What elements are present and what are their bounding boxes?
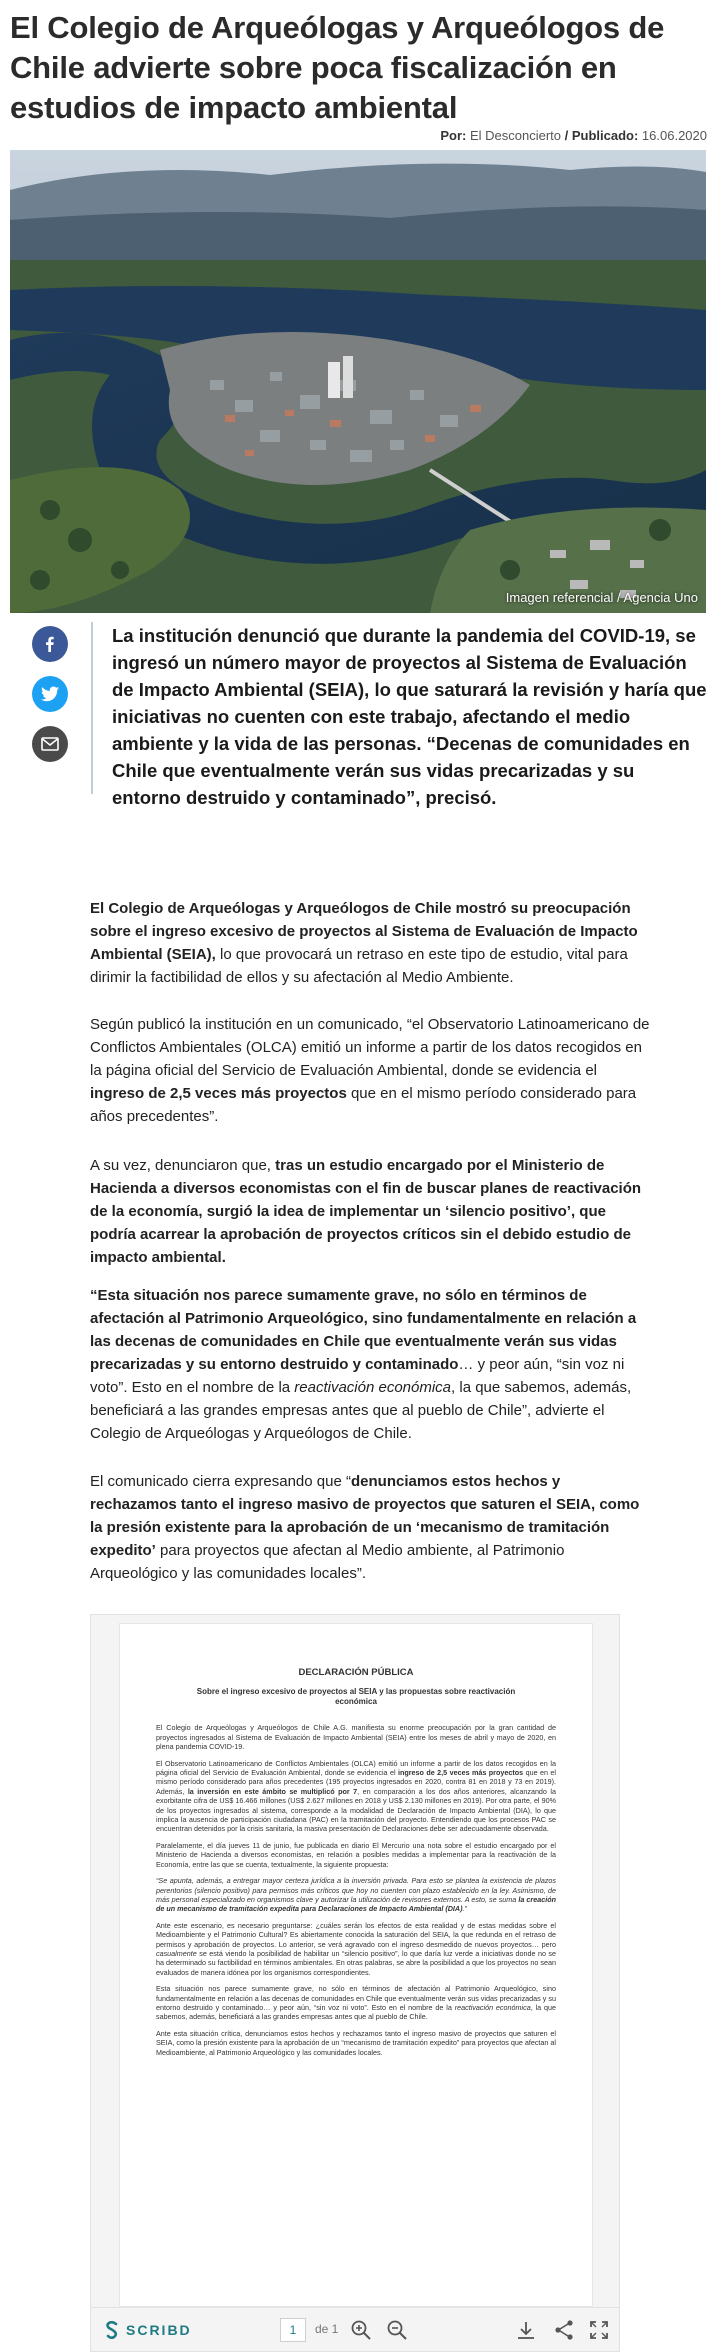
document-paragraph-2-text-b: que en el mismo período considerado para años precedentes (195 proyectos ingresados en 2020, contra 81 en 2018 y 73 en 2019). Además, xyxy=(156,1768,556,1796)
share-twitter-button[interactable] xyxy=(32,676,68,712)
document-paragraph-4 xyxy=(156,1876,556,1914)
page-number-input[interactable]: 1 xyxy=(280,2318,306,2342)
paragraph-5 xyxy=(90,1470,650,1585)
paragraph-2-text-b: que en el mismo período considerado para años precedentes”. xyxy=(90,1085,637,1125)
image-caption: Imagen referencial / Agencia Uno xyxy=(505,590,698,605)
paragraph-1-text: lo que provocará un retraso en este tipo de estudio, vital para dirimir la factibilidad de ellos y su afectación al Medio Ambiente. xyxy=(90,946,628,986)
document-paragraph-2-bold: ingreso de 2,5 veces más proyectos xyxy=(397,1768,524,1778)
paragraph-5-text-b: para proyectos que afectan al Medio ambiente, al Patrimonio Arqueológico y las comunidades locales”. xyxy=(90,1542,565,1582)
document-paragraph-5-italic: casualmente xyxy=(156,1948,197,1958)
hero-image xyxy=(10,150,706,613)
document-paragraph-5-text-b: se está viendo la posibilidad de habilitar un “silencio positivo”, lo que daría luz verde a iniciativas donde no se ha determinado su factibilidad en términos ambientales. En otras palabras, se abre la posibilidad a que los proyectos no sean evaluados de manera idónea por los organismos correspondientes. xyxy=(156,1948,556,1977)
paragraph-4-bold: “Esta situación nos parece sumamente grave, no sólo en términos de afectación al Patrimonio Arqueológico, sino fundamentalmente en relación a las decenas de comunidades en Chile que eventualmente verán sus vidas precarizadas y su entorno destruido y contaminado xyxy=(90,1287,637,1373)
document-paragraph-6-text-b: , la que sabemos, además, beneficiará a las grandes empresas antes que al pueblo de Chile. xyxy=(156,2002,557,2022)
document-paragraph-2-text-a: El Observatorio Latinoamericano de Conflictos Ambientales (OLCA) emitió un informe a partir de los datos recogidos en la página oficial del Servicio de Evaluación Ambiental, donde se evidencia el xyxy=(156,1758,556,1778)
scribd-brand: SCRIBD xyxy=(126,2322,192,2338)
email-icon xyxy=(41,737,59,751)
paragraph-4-italic: reactivación económica xyxy=(294,1379,452,1396)
paragraph-2-text-a: Según publicó la institución en un comunicado, “el Observatorio Latinoamericano de Conflictos Ambientales (OLCA) emitió un informe a partir de los datos recogidos en la página oficial del Servicio de Evaluación Ambiental, donde se evidencia el xyxy=(90,1016,650,1079)
fullscreen-icon[interactable] xyxy=(588,2319,610,2341)
scribd-logo[interactable] xyxy=(105,2321,192,2339)
facebook-icon xyxy=(42,636,58,652)
document-paragraph-6 xyxy=(156,1984,556,2022)
paragraph-4-text-b: , la que sabemos, además, beneficiará a las grandes empresas antes que al pueblo de Chile”, advierte el Colegio de Arqueólogas y Arqueólogos de Chile. xyxy=(90,1379,632,1442)
paragraph-1 xyxy=(90,897,650,989)
document-paragraph-5-text-a: Ante este escenario, es necesario preguntarse: ¿cuáles serán los efectos de esta realidad y de estas medidas sobre el Medioambiente y el Patrimonio Cultural? Es abiertamente conocida la saturación del SEIA, la que redunda en el retraso de permisos y aprobación de proyectos. Lo anterior, se verá agravado con el ingreso desmedido de nuevos proyectos… pero xyxy=(156,1920,556,1949)
zoom-in-icon[interactable] xyxy=(350,2319,372,2341)
twitter-icon xyxy=(41,686,59,702)
share-icon[interactable] xyxy=(553,2319,575,2341)
byline-date: 16.06.2020 xyxy=(641,128,707,143)
share-email-button[interactable] xyxy=(32,726,68,762)
article-lead: La institución denunció que durante la pandemia del COVID-19, se ingresó un número mayor de proyectos al Sistema de Evaluación de Impacto Ambiental (SEIA), lo que saturará la revisión y haría que iniciativas no cuenten con este trabajo, afectando el medio ambiente y la vida de las personas. “Decenas de comunidades en Chile que eventualmente verán sus vidas precarizadas y su entorno destruido y contaminado”, precisó. xyxy=(112,625,707,808)
document-paragraph-6-italic: reactivación económica xyxy=(454,2002,531,2012)
paragraph-1-bold: El Colegio de Arqueólogas y Arqueólogos de Chile mostró su preocupación sobre el ingreso excesivo de proyectos al Sistema de Evaluación de Impacto Ambiental (SEIA), xyxy=(90,900,638,963)
document-title: DECLARACIÓN PÚBLICA xyxy=(298,1667,414,1678)
paragraph-2-bold: ingreso de 2,5 veces más proyectos xyxy=(90,1085,347,1102)
article-title: El Colegio de Arqueólogas y Arqueólogos de Chile advierte sobre poca fiscalización en estudios de impacto ambiental xyxy=(10,10,665,125)
scribd-embed[interactable] xyxy=(90,1614,620,2352)
scribd-icon xyxy=(105,2321,119,2339)
byline-date-label: Publicado: xyxy=(571,128,639,143)
document-paragraph-5 xyxy=(156,1921,556,1977)
byline-author-label: Por: xyxy=(440,128,467,143)
paragraph-5-text-a: El comunicado cierra expresando que “ xyxy=(90,1473,351,1490)
document-paragraph-6-text-a: Esta situación nos parece sumamente grave, no sólo en términos de afectación al Patrimonio Arqueológico, sino fundamentalmente en relación a las decenas de comunidades en Chile que eventualmente verán sus vidas precarizadas y su entorno destruido y contaminado… y peor aún, “sin voz ni voto”. Esto en el nombre de la xyxy=(156,1984,556,2012)
document-quote: “Se apunta, además, a entregar mayor certeza jurídica a la inversión privada. Para esto se plantea la existencia de plazos perentorios (silencio positivo) para permisos más críticos que hoy no cuenten con plazo establecido en la ley. Asimismo, de más personal especializado en organismos clave y autorizar la utilización de revisores externos. A esto, se suma xyxy=(156,1876,556,1904)
paragraph-4 xyxy=(90,1284,650,1445)
paragraph-3-text: A su vez, denunciaron que, xyxy=(90,1157,276,1174)
article-byline xyxy=(440,128,707,143)
paragraph-5-bold: denunciamos estos hechos y rechazamos tanto el ingreso masivo de proyectos que saturen el SEIA, como la presión existente para la aprobación de un ‘mecanismo de tramitación expedito’ xyxy=(90,1473,640,1559)
byline-author[interactable]: El Desconcierto xyxy=(469,128,561,143)
paragraph-2 xyxy=(90,1013,650,1128)
share-facebook-button[interactable] xyxy=(32,626,68,662)
document-paragraph-2 xyxy=(156,1759,556,1834)
document-page[interactable] xyxy=(119,1623,593,2307)
document-quote-bold: la creación de un mecanismo de tramitación expedita para Declaraciones de Impacto Ambiental (DIA) xyxy=(156,1894,556,1914)
paragraph-4-text-a: … y peor aún, “sin voz ni voto”. Esto en el nombre de la xyxy=(90,1356,625,1396)
document-paragraph-1: El Colegio de Arqueólogas y Arqueólogos de Chile A.G. manifiesta su enorme preocupación por la gran cantidad de proyectos ingresados al Sistema de Evaluación de Impacto Ambiental (SEIA) entre los meses de abril y mayo de 2020, en plena pandemia COVID-19. xyxy=(156,1723,556,1752)
paragraph-3-bold: tras un estudio encargado por el Ministerio de Hacienda a diversos economistas con el fin de buscar planes de reactivación de la economía, surgió la idea de implementar un ‘silencio positivo’, que podría acarrear la aprobación de proyectos críticos sin el debido estudio de impacto ambiental. xyxy=(90,1157,642,1266)
lead-divider xyxy=(91,622,93,794)
document-subtitle: Sobre el ingreso excesivo de proyectos al SEIA y las propuestas sobre reactivación económica xyxy=(196,1687,516,1707)
byline-separator: / xyxy=(561,128,572,143)
document-quote-end: .” xyxy=(462,1904,467,1914)
zoom-out-icon[interactable] xyxy=(386,2319,408,2341)
document-paragraph-2-text-c: , en comparación a los dos años anteriores, alcanzando la exorbitante cifra de US$ 16.466 millones (US$ 2.627 millones en 2018 y US$ 2.130 millones en 2019). Por otra parte, el 90% de los proyectos ingresados al sistema, corresponde a la modalidad de Declaración de Impacto Ambiental (DIA), lo que implica la ausencia de participación ciudadana (PAC) en la tramitación del proyecto. Entendiendo que los procesos PAC se encuentran detenidos por la crisis sanitaria, la masiva presentación de Declaraciones debe ser adecuadamente observada. xyxy=(156,1786,556,1834)
scribd-toolbar xyxy=(91,2307,619,2351)
document-paragraph-2-bold-2: la inversión en este ámbito se multiplicó por 7 xyxy=(187,1786,358,1796)
download-icon[interactable] xyxy=(515,2319,537,2341)
page-count: de 1 xyxy=(315,2322,339,2336)
document-paragraph-7: Ante esta situación crítica, denunciamos estos hechos y rechazamos tanto el ingreso masivo de proyectos que saturen el SEIA, como la presión existente para la aprobación de un “mecanismo de tramitación expedito” para proyectos que afectan al Medioambiente, al Patrimonio Arqueológico y las comunidades locales. xyxy=(156,2028,556,2057)
document-paragraph-3: Paralelamente, el día jueves 11 de junio, fue publicada en diario El Mercurio una nota sobre el estudio encargado por el Ministerio de Hacienda a diversos economistas, en relación a posibles medidas a implementar para la reactivación de la Economía, entre las que se cuenta, textualmente, la siguiente propuesta: xyxy=(156,1840,556,1869)
paragraph-3 xyxy=(90,1154,650,1269)
